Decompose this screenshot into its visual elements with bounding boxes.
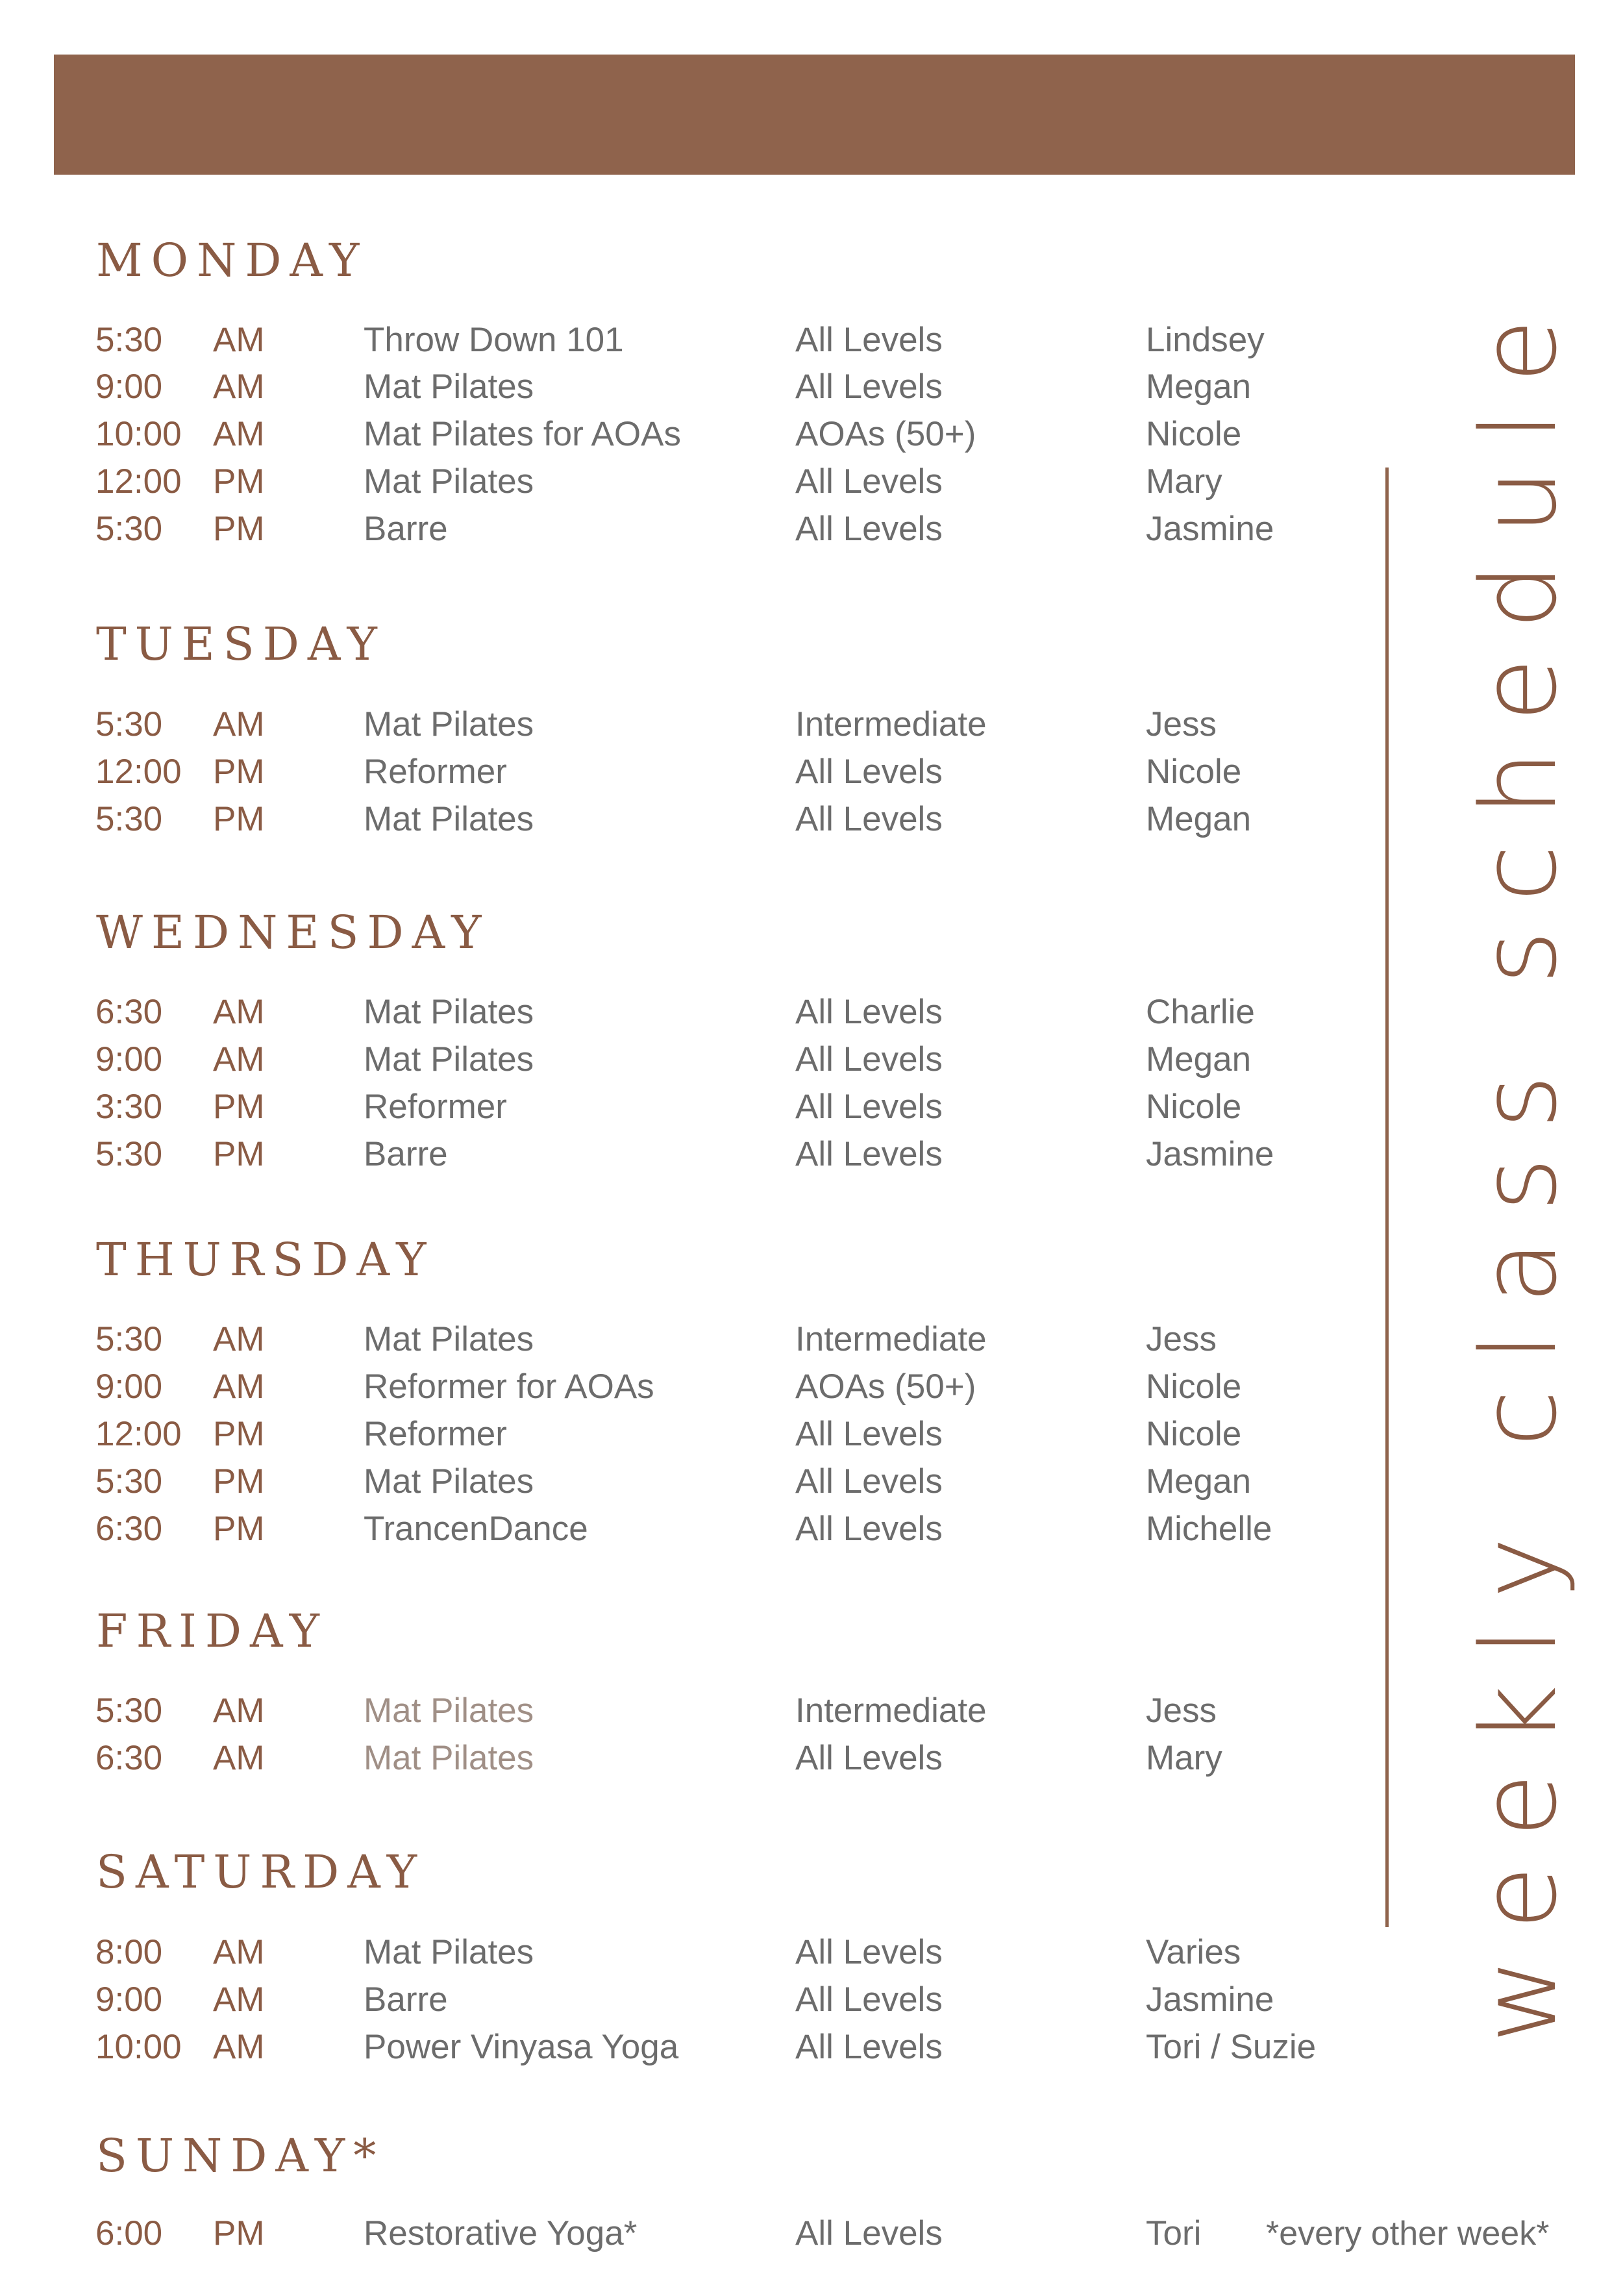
class-name: Reformer [364,1088,507,1126]
class-instructor: Nicole [1146,1367,1242,1406]
class-instructor: Tori / Suzie [1146,2028,1317,2066]
class-time: 8:00 [95,1933,163,1971]
class-name: Mat Pilates [364,1040,534,1079]
class-time: 12:00 [95,1415,182,1453]
header-band [54,55,1575,175]
class-time: 9:00 [95,368,163,406]
class-meridiem: AM [213,1980,265,2019]
class-meridiem: AM [213,1367,265,1406]
class-time: 5:30 [95,510,163,548]
class-meridiem: AM [213,993,265,1031]
class-time: 9:00 [95,1980,163,2019]
class-row [0,1930,1363,1975]
class-time: 5:30 [95,1462,163,1501]
class-level: Intermediate [795,1320,987,1358]
day-heading-sunday: SUNDAY* [96,2129,385,2182]
class-row [0,1364,1363,1410]
class-row [0,990,1363,1035]
class-instructor: Tori [1146,2214,1202,2252]
class-instructor: Megan [1146,1040,1252,1079]
class-meridiem: PM [213,1510,265,1548]
class-meridiem: AM [213,1320,265,1358]
class-time: 12:00 [95,462,182,501]
day-heading-saturday: SATURDAY [96,1845,426,1899]
class-instructor: Michelle [1146,1510,1272,1548]
class-meridiem: AM [213,705,265,743]
class-time: 5:30 [95,1320,163,1358]
class-meridiem: PM [213,462,265,501]
side-title: weekly class schedule [1458,290,1580,2043]
class-row [0,1459,1363,1504]
class-level: All Levels [795,993,943,1031]
class-meridiem: PM [213,800,265,838]
class-name: Mat Pilates [364,705,534,743]
class-time: 6:30 [95,993,163,1031]
class-row [0,797,1363,842]
class-level: All Levels [795,1462,943,1501]
class-instructor: Jasmine [1146,1980,1274,2019]
class-time: 10:00 [95,415,182,453]
day-heading-wednesday: WEDNESDAY [96,906,490,959]
class-instructor: Megan [1146,800,1252,838]
class-row [0,1084,1363,1130]
class-time: 6:30 [95,1510,163,1548]
class-instructor: Mary [1146,1739,1222,1777]
class-meridiem: PM [213,1415,265,1453]
class-name: Reformer [364,753,507,791]
class-meridiem: AM [213,1739,265,1777]
class-name: Barre [364,1135,448,1173]
day-heading-friday: FRIDAY [96,1604,328,1658]
class-level: Intermediate [795,705,987,743]
class-name: Barre [364,1980,448,2019]
class-level: All Levels [795,321,943,359]
class-row [0,412,1363,457]
class-level: AOAs (50+) [795,1367,976,1406]
class-name: Reformer for AOAs [364,1367,654,1406]
class-instructor: Varies [1146,1933,1241,1971]
class-meridiem: AM [213,1691,265,1730]
class-level: All Levels [795,800,943,838]
class-meridiem: AM [213,1040,265,1079]
class-row [0,459,1363,505]
class-row [0,702,1363,747]
class-time: 12:00 [95,753,182,791]
class-instructor: Lindsey [1146,321,1265,359]
class-level: All Levels [795,753,943,791]
class-name: Barre [364,510,448,548]
class-row [0,1412,1363,1457]
class-meridiem: AM [213,368,265,406]
class-time: 5:30 [95,1135,163,1173]
class-meridiem: AM [213,2028,265,2066]
class-time: 9:00 [95,1040,163,1079]
class-instructor: Nicole [1146,1415,1242,1453]
class-instructor: Jess [1146,705,1217,743]
class-name: TrancenDance [364,1510,588,1548]
class-level: Intermediate [795,1691,987,1730]
class-time: 3:30 [95,1088,163,1126]
class-level: All Levels [795,1933,943,1971]
class-level: All Levels [795,368,943,406]
class-meridiem: PM [213,1462,265,1501]
class-meridiem: AM [213,415,265,453]
class-time: 5:30 [95,705,163,743]
class-level: AOAs (50+) [795,415,976,453]
class-instructor: Jasmine [1146,510,1274,548]
class-level: All Levels [795,1980,943,2019]
class-row [0,1506,1363,1552]
class-time: 5:30 [95,321,163,359]
class-time: 10:00 [95,2028,182,2066]
class-meridiem: PM [213,1135,265,1173]
class-row [0,318,1363,363]
class-level: All Levels [795,2028,943,2066]
class-row [0,364,1363,410]
class-name: Power Vinyasa Yoga [364,2028,679,2066]
day-heading-monday: MONDAY [96,234,368,287]
class-level: All Levels [795,2214,943,2252]
class-row [0,1977,1363,2023]
class-name: Restorative Yoga* [364,2214,638,2252]
class-instructor: Nicole [1146,753,1242,791]
vertical-divider [1385,468,1389,1927]
class-row [0,749,1363,795]
class-name: Mat Pilates [364,462,534,501]
class-row [0,2025,1363,2070]
day-heading-thursday: THURSDAY [96,1233,435,1286]
class-row [0,1317,1363,1362]
class-level: All Levels [795,462,943,501]
class-name: Mat Pilates [364,1739,534,1777]
class-name: Mat Pilates [364,1320,534,1358]
class-row [0,1037,1363,1082]
class-meridiem: PM [213,2214,265,2252]
class-meridiem: AM [213,321,265,359]
class-instructor: Jess [1146,1691,1217,1730]
class-name: Mat Pilates [364,993,534,1031]
class-instructor: Charlie [1146,993,1255,1031]
class-instructor: Jess [1146,1320,1217,1358]
class-instructor: Megan [1146,368,1252,406]
class-row [0,1688,1363,1734]
class-name: Mat Pilates for AOAs [364,415,681,453]
class-level: All Levels [795,1510,943,1548]
class-name: Throw Down 101 [364,321,624,359]
class-instructor: Nicole [1146,415,1242,453]
class-row [0,1736,1363,1781]
class-level: All Levels [795,1088,943,1126]
class-row [0,2211,1363,2256]
class-time: 5:30 [95,800,163,838]
class-meridiem: AM [213,1933,265,1971]
class-instructor: Mary [1146,462,1222,501]
class-meridiem: PM [213,1088,265,1126]
class-row [0,506,1363,552]
class-level: All Levels [795,1415,943,1453]
class-meridiem: PM [213,753,265,791]
footnote: *every other week* [1266,2215,1550,2252]
class-name: Mat Pilates [364,1462,534,1501]
class-level: All Levels [795,1135,943,1173]
class-level: All Levels [795,510,943,548]
class-time: 6:00 [95,2214,163,2252]
class-level: All Levels [795,1040,943,1079]
day-heading-tuesday: TUESDAY [96,618,386,671]
class-name: Mat Pilates [364,1691,534,1730]
class-instructor: Jasmine [1146,1135,1274,1173]
class-time: 6:30 [95,1739,163,1777]
class-name: Mat Pilates [364,368,534,406]
class-instructor: Nicole [1146,1088,1242,1126]
class-name: Mat Pilates [364,800,534,838]
class-time: 5:30 [95,1691,163,1730]
class-meridiem: PM [213,510,265,548]
class-name: Mat Pilates [364,1933,534,1971]
class-instructor: Megan [1146,1462,1252,1501]
class-level: All Levels [795,1739,943,1777]
class-row [0,1132,1363,1177]
class-time: 9:00 [95,1367,163,1406]
class-name: Reformer [364,1415,507,1453]
